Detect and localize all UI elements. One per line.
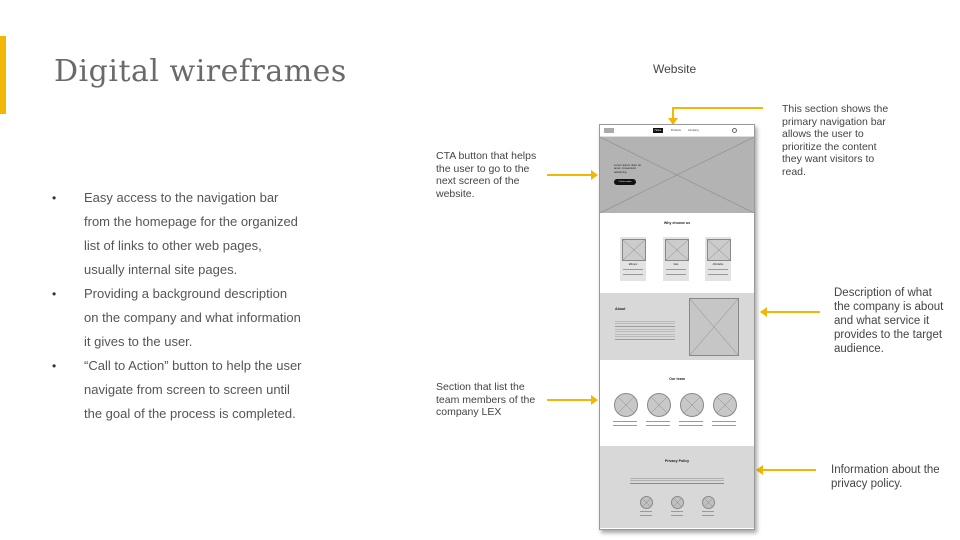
image-placeholder-icon: [707, 239, 731, 261]
wireframe-team-section: [600, 360, 754, 446]
team-avatar-icon: [614, 393, 638, 417]
privacy-text-lines: [630, 476, 724, 485]
bullet-icon: •: [52, 191, 57, 205]
team-avatar-icon: [680, 393, 704, 417]
wireframe-hero: [600, 137, 754, 213]
card-title: Affordable: [712, 263, 724, 266]
wireframe-navbar: [600, 125, 754, 137]
card-text-lines: [666, 269, 686, 275]
privacy-icon: [640, 496, 653, 509]
wireframe-about-section: [600, 293, 754, 360]
bullet-text: Easy access to the navigation bar from the homepage for the organized list of links to other web pages, usually internal site pages.: [84, 190, 298, 277]
team-caption-lines: [679, 421, 703, 426]
nav-home-link: Home: [654, 129, 662, 132]
nav-link: Company: [688, 129, 699, 132]
card-text-lines: [708, 269, 728, 275]
bullet-item: [52, 186, 302, 282]
team-avatar-icon: [713, 393, 737, 417]
team-caption-lines: [712, 421, 736, 426]
bullet-text: Providing a background description on the company and what information it gives to the user.: [84, 286, 301, 349]
bullet-item: [52, 282, 302, 354]
privacy-caption-lines: [671, 511, 683, 516]
logo-placeholder: [604, 128, 614, 133]
search-icon: [732, 128, 737, 133]
card-text-lines: [623, 269, 643, 275]
bullet-text: “Call to Action” button to help the user navigate from screen to screen until the goal of the process is completed.: [84, 358, 302, 421]
annotation-team: Section that list the team members of the company LEX: [436, 381, 536, 418]
annotation-nav: This section shows the primary navigation bar allows the user to prioritize the content they want visitors to read.: [782, 103, 889, 178]
privacy-caption-lines: [702, 511, 714, 516]
about-title: About: [615, 307, 626, 311]
team-caption-lines: [646, 421, 670, 426]
bullet-list: [52, 186, 302, 426]
image-placeholder-icon: [665, 239, 689, 261]
wireframe-why-section: [600, 213, 754, 293]
arrow-right-icon: [547, 399, 592, 401]
feature-card: [620, 237, 646, 281]
card-title: Safe: [673, 263, 679, 266]
wireframe-privacy-section: [600, 446, 754, 528]
bullet-icon: •: [52, 359, 57, 373]
image-placeholder-icon: [689, 298, 739, 356]
about-text-lines: [615, 319, 675, 341]
team-avatar-icon: [647, 393, 671, 417]
hero-text: Lorem ipsum dolor sit amet, consectetur adipiscing: [614, 163, 641, 174]
slide-title: Digital wireframes: [54, 54, 347, 89]
accent-bar: [0, 36, 6, 114]
arrow-left-icon: [766, 311, 820, 313]
wireframe-label: Website: [653, 62, 697, 76]
card-title: Efficient: [628, 263, 638, 266]
cta-button: Call to action: [614, 179, 636, 185]
bullet-icon: •: [52, 287, 57, 301]
arrow-line: [673, 107, 763, 109]
arrow-left-icon: [762, 469, 816, 471]
feature-card: [663, 237, 689, 281]
privacy-icon: [671, 496, 684, 509]
annotation-about: Description of what the company is about and what service it provides to the target audience.: [834, 287, 944, 355]
team-title: Our team: [669, 377, 685, 381]
arrow-down-icon: [672, 107, 674, 119]
team-caption-lines: [613, 421, 637, 426]
why-title: Why choose us: [663, 221, 691, 225]
privacy-icon: [702, 496, 715, 509]
privacy-caption-lines: [640, 511, 652, 516]
website-wireframe: [599, 124, 755, 530]
annotation-privacy: Information about the privacy policy.: [831, 464, 940, 490]
annotation-cta: CTA button that helps the user to go to the next screen of the website.: [436, 150, 537, 200]
nav-link: Products: [671, 129, 681, 132]
privacy-title: Privacy Policy: [664, 459, 690, 463]
feature-card: [705, 237, 731, 281]
bullet-item: [52, 354, 302, 426]
image-placeholder-icon: [622, 239, 646, 261]
arrow-right-icon: [547, 174, 592, 176]
image-placeholder-icon: [600, 137, 754, 213]
